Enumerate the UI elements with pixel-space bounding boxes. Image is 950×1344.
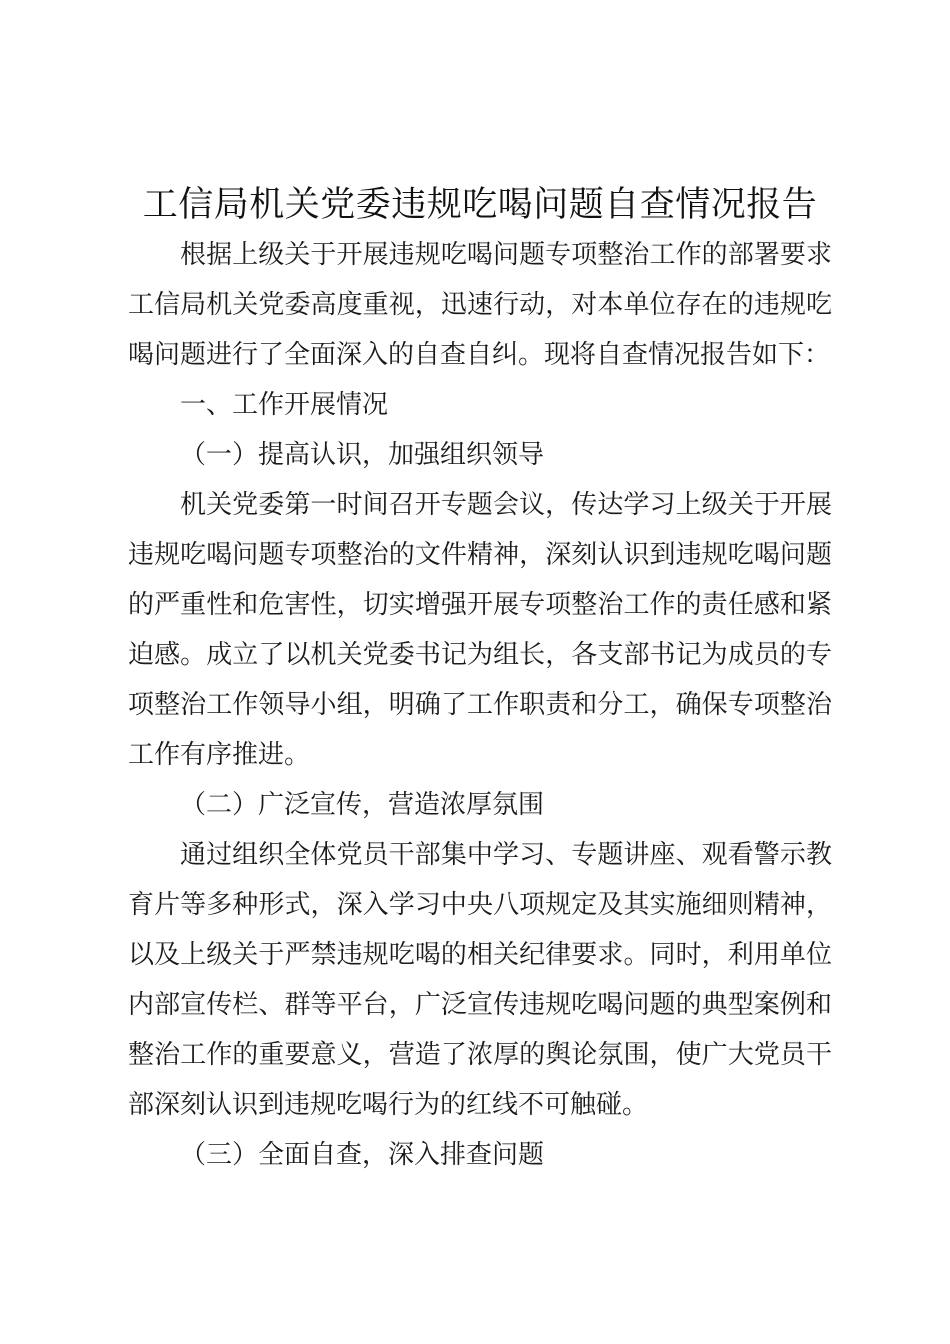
intro-paragraph: 根据上级关于开展违规吃喝问题专项整治工作的部署要求工信局机关党委高度重视，迅速行动，对本单位存在的违规吃喝问题进行了全面深入的自查自纠。现将自查情况报告如下：	[128, 240, 832, 370]
subsection-heading-3: （三）全面自查，深入排查问题	[180, 1140, 545, 1170]
document-title: 工信局机关党委违规吃喝问题自查情况报告	[142, 185, 818, 225]
section-heading-1: 一、工作开展情况	[180, 390, 389, 420]
body-paragraph-1: 机关党委第一时间召开专题会议，传达学习上级关于开展违规吃喝问题专项整治的文件精神，深刻认识到违规吃喝问题的严重性和危害性，切实增强开展专项整治工作的责任感和紧迫感。成立了以机关党委书记为组长，各支部书记为成员的专项整治工作领导小组，明确了工作职责和分工，确保专项整治工作有序推进。	[128, 490, 832, 770]
document-body	[128, 230, 832, 1180]
subsection-heading-2: （二）广泛宣传，营造浓厚氛围	[180, 790, 545, 820]
subsection-heading-1: （一）提高认识，加强组织领导	[180, 440, 545, 470]
body-paragraph-2: 通过组织全体党员干部集中学习、专题讲座、观看警示教育片等多种形式，深入学习中央八项规定及其实施细则精神，以及上级关于严禁违规吃喝的相关纪律要求。同时，利用单位内部宣传栏、群等平台，广泛宣传违规吃喝问题的典型案例和整治工作的重要意义，营造了浓厚的舆论氛围，使广大党员干部深刻认识到违规吃喝行为的红线不可触碰。	[128, 840, 832, 1120]
